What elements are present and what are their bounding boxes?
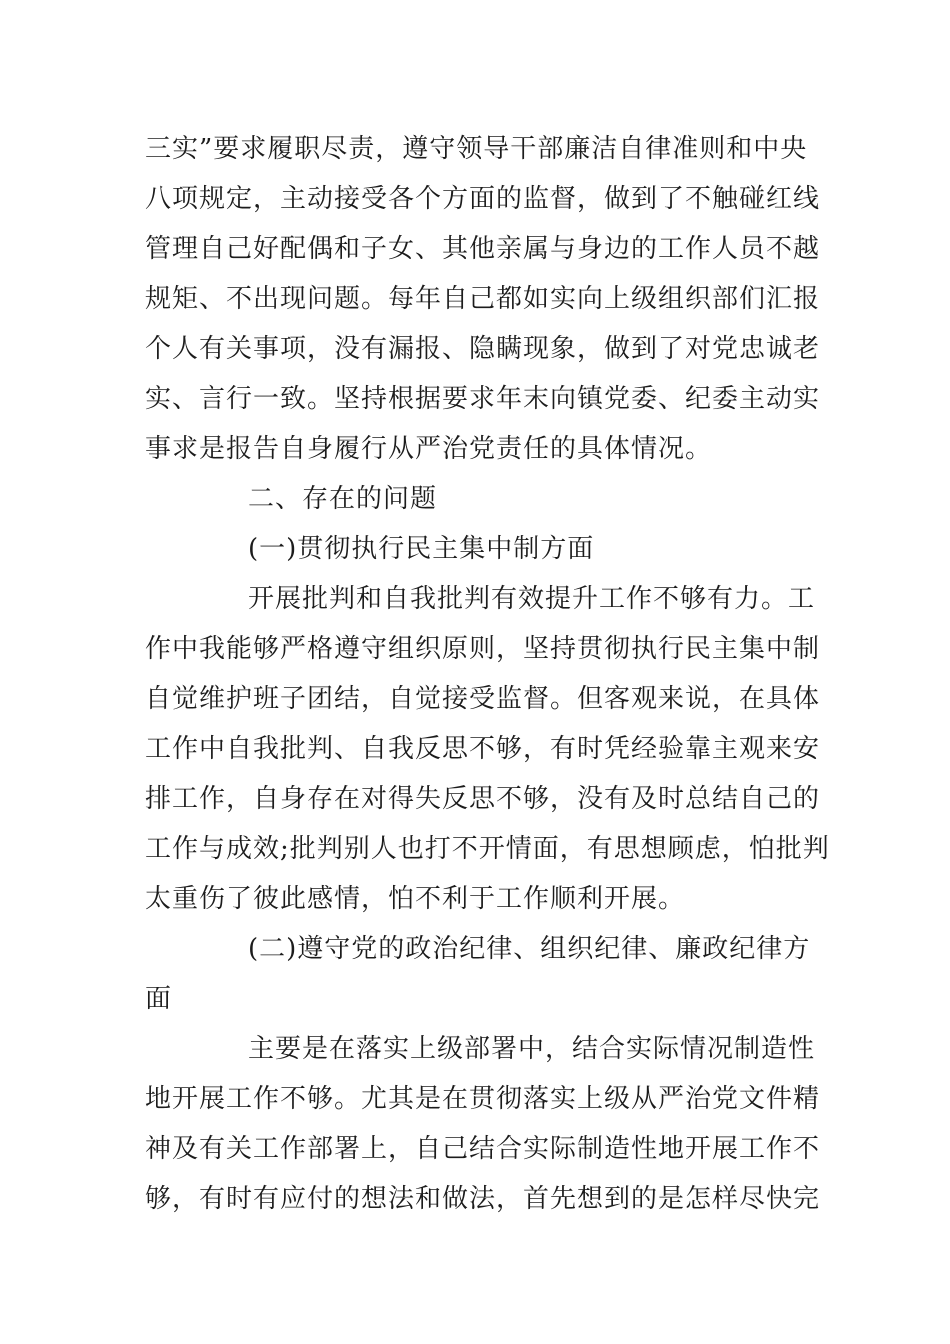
- text-line: 三实”要求履职尽责，遵守领导干部廉洁自律准则和中央: [145, 134, 808, 164]
- paragraph-first-line: 二、存在的问题: [248, 484, 438, 514]
- text-line: 地开展工作不够。尤其是在贯彻落实上级从严治党文件精: [145, 1084, 821, 1114]
- text-line: 工作中自我批判、自我反思不够，有时凭经验靠主观来安: [145, 734, 821, 764]
- text-line: 实、言行一致。坚持根据要求年末向镇党委、纪委主动实: [145, 384, 821, 414]
- text-line: 太重伤了彼此感情，怕不利于工作顺利开展。: [145, 884, 686, 914]
- text-line: 神及有关工作部署上，自己结合实际制造性地开展工作不: [145, 1134, 821, 1164]
- text-line: 个人有关事项，没有漏报、隐瞒现象，做到了对党忠诚老: [145, 334, 821, 364]
- paragraph-first-line: (二)遵守党的政治纪律、组织纪律、廉政纪律方: [248, 934, 811, 964]
- text-line: 工作与成效;批判别人也打不开情面，有思想顾虑，怕批判: [145, 834, 830, 864]
- text-line: 自觉维护班子团结，自觉接受监督。但客观来说，在具体: [145, 684, 821, 714]
- text-line: 规矩、不出现问题。每年自己都如实向上级组织部们汇报: [145, 284, 821, 314]
- paragraph-first-line: 主要是在落实上级部署中，结合实际情况制造性: [248, 1034, 816, 1064]
- text-line: 面: [145, 984, 173, 1014]
- text-line: 排工作，自身存在对得失反思不够，没有及时总结自己的: [145, 784, 821, 814]
- text-line: 管理自己好配偶和子女、其他亲属与身边的工作人员不越: [145, 234, 821, 264]
- text-line: 作中我能够严格遵守组织原则，坚持贯彻执行民主集中制: [145, 634, 821, 664]
- text-line: 事求是报告自身履行从严治党责任的具体情况。: [145, 434, 713, 464]
- document-body: [145, 124, 830, 1224]
- paragraph-first-line: 开展批判和自我批判有效提升工作不够有力。工: [248, 584, 816, 614]
- text-line: 够，有时有应付的想法和做法，首先想到的是怎样尽快完: [145, 1184, 821, 1214]
- text-line: 八项规定，主动接受各个方面的监督，做到了不触碰红线: [145, 184, 821, 214]
- paragraph-first-line: (一)贯彻执行民主集中制方面: [248, 534, 595, 564]
